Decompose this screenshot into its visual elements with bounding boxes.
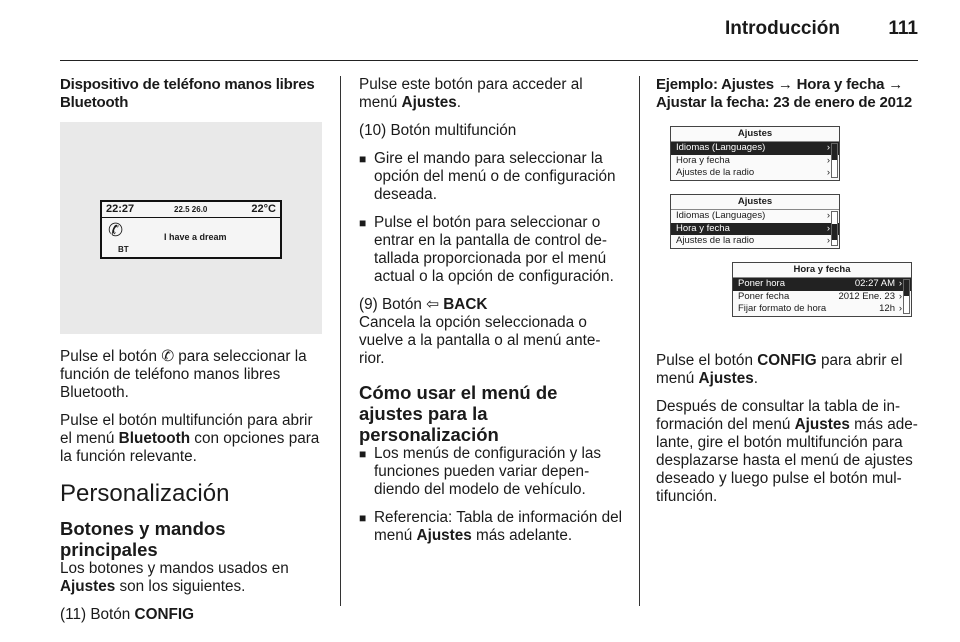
menu-title: Hora y fecha (733, 263, 911, 278)
paragraph: Los botones y mandos usados en Ajustes son los siguientes. (60, 560, 289, 595)
menu-item: Ajustes de la radio › (676, 235, 830, 246)
paragraph: (9) Botón ⇦ BACK (359, 296, 488, 313)
column-divider (639, 76, 640, 606)
bullet-list (359, 445, 625, 545)
column-1 (60, 76, 324, 634)
menu-item: Hora y fecha › (676, 154, 830, 166)
page-header (60, 18, 918, 54)
chevron-right-icon: › (898, 290, 902, 302)
heading-ejemplo: Ejemplo: Ajustes → Hora y fecha → Ajustar la fecha: 23 de enero de 2012 (656, 76, 913, 111)
menu-item: Poner fecha 2012 Ene. 23 › (738, 290, 902, 302)
menu-item: Poner hora 02:27 AM › (733, 278, 911, 291)
menu-title: Ajustes (671, 127, 839, 142)
menu-item: Fijar formato de hora 12h › (738, 303, 902, 314)
phone-icon: ✆ (108, 220, 124, 240)
list-item: ■ Referencia: Tabla de información del menú Ajustes más adelante. (359, 509, 625, 545)
menu-title: Ajustes (671, 195, 839, 210)
header-rule (60, 60, 918, 61)
back-arrow-icon: ⇦ (426, 296, 439, 313)
chevron-right-icon: › (826, 142, 830, 153)
paragraph: Pulse el botón ✆ para seleccionar la función de teléfono manos libres Bluetooth. (60, 348, 307, 401)
chevron-right-icon: › (826, 167, 830, 178)
menu-item: Ajustes de la radio › (676, 167, 830, 178)
column-2 (359, 76, 625, 555)
heading-bluetooth: Dispositivo de teléfono manos libres Bluetooth (60, 76, 315, 111)
chevron-right-icon: › (826, 235, 830, 246)
list-item: ■ Gire el mando para seleccionar la opción del menú o de configuración deseada. (359, 150, 625, 204)
menu-ajustes-1 (670, 126, 840, 181)
paragraph: Cancela la opción seleccionada o vuelve a la pantalla o al menú ante-rior. (359, 314, 601, 367)
bullet-list (359, 150, 625, 286)
list-item: ■ Los menús de configuración y las funciones pueden variar depen-diendo del modelo de vehículo. (359, 445, 625, 499)
scrollbar (831, 143, 838, 178)
column-3 (656, 76, 920, 516)
song-title: I have a dream (164, 232, 227, 242)
status-bar (102, 202, 280, 218)
display-time: 22:27 (106, 203, 135, 215)
paragraph: Pulse este botón para acceder al menú Ajustes. (359, 76, 583, 111)
scrollbar (831, 211, 838, 246)
scrollbar (903, 279, 910, 314)
chevron-right-icon: › (826, 210, 830, 221)
display-temperature: 22°C (251, 203, 276, 215)
menu-illustration (656, 122, 918, 340)
chevron-right-icon: › (826, 154, 830, 166)
chevron-right-icon: › (898, 278, 902, 289)
paragraph: Después de consultar la tabla de in-formación del menú Ajustes más ade-lante, gire el botón multifunción para desplazarse hasta el menú de ajustes deseado y luego pulse el botón mul-tifunción. (656, 398, 918, 505)
paragraph: (10) Botón multifunción (359, 122, 517, 139)
menu-hora-fecha (732, 262, 912, 317)
menu-item: Hora y fecha › (671, 223, 839, 236)
heading-como-usar: Cómo usar el menú de ajustes para la personalización (359, 382, 558, 445)
page-number: 111 (888, 18, 918, 39)
display-info: 22.5 26.0 (174, 205, 208, 214)
menu-ajustes-2 (670, 194, 840, 249)
paragraph: Pulse el botón multifunción para abrir el menú Bluetooth con opciones para la función relevante. (60, 412, 320, 465)
display-illustration (60, 122, 322, 334)
radio-display (100, 200, 282, 259)
chevron-right-icon: › (898, 303, 902, 314)
heading-botones: Botones y mandos principales (60, 518, 226, 560)
heading-personalizacion: Personalización (60, 480, 230, 507)
column-divider (340, 76, 341, 606)
menu-item: Idiomas (Languages) › (676, 210, 830, 221)
bt-label: BT (118, 245, 129, 254)
menu-item: Idiomas (Languages) › (671, 142, 839, 155)
phone-icon: ✆ (161, 348, 175, 365)
paragraph: Pulse el botón CONFIG para abrir el menú Ajustes. (656, 352, 903, 387)
paragraph: (11) Botón CONFIG (60, 606, 195, 623)
chevron-right-icon: › (826, 222, 830, 234)
list-item: ■ Pulse el botón para seleccionar o entrar en la pantalla de control de-tallada proporcionada por el menú actual o la opción de configuración. (359, 214, 625, 286)
section-title: Introducción (724, 18, 840, 39)
